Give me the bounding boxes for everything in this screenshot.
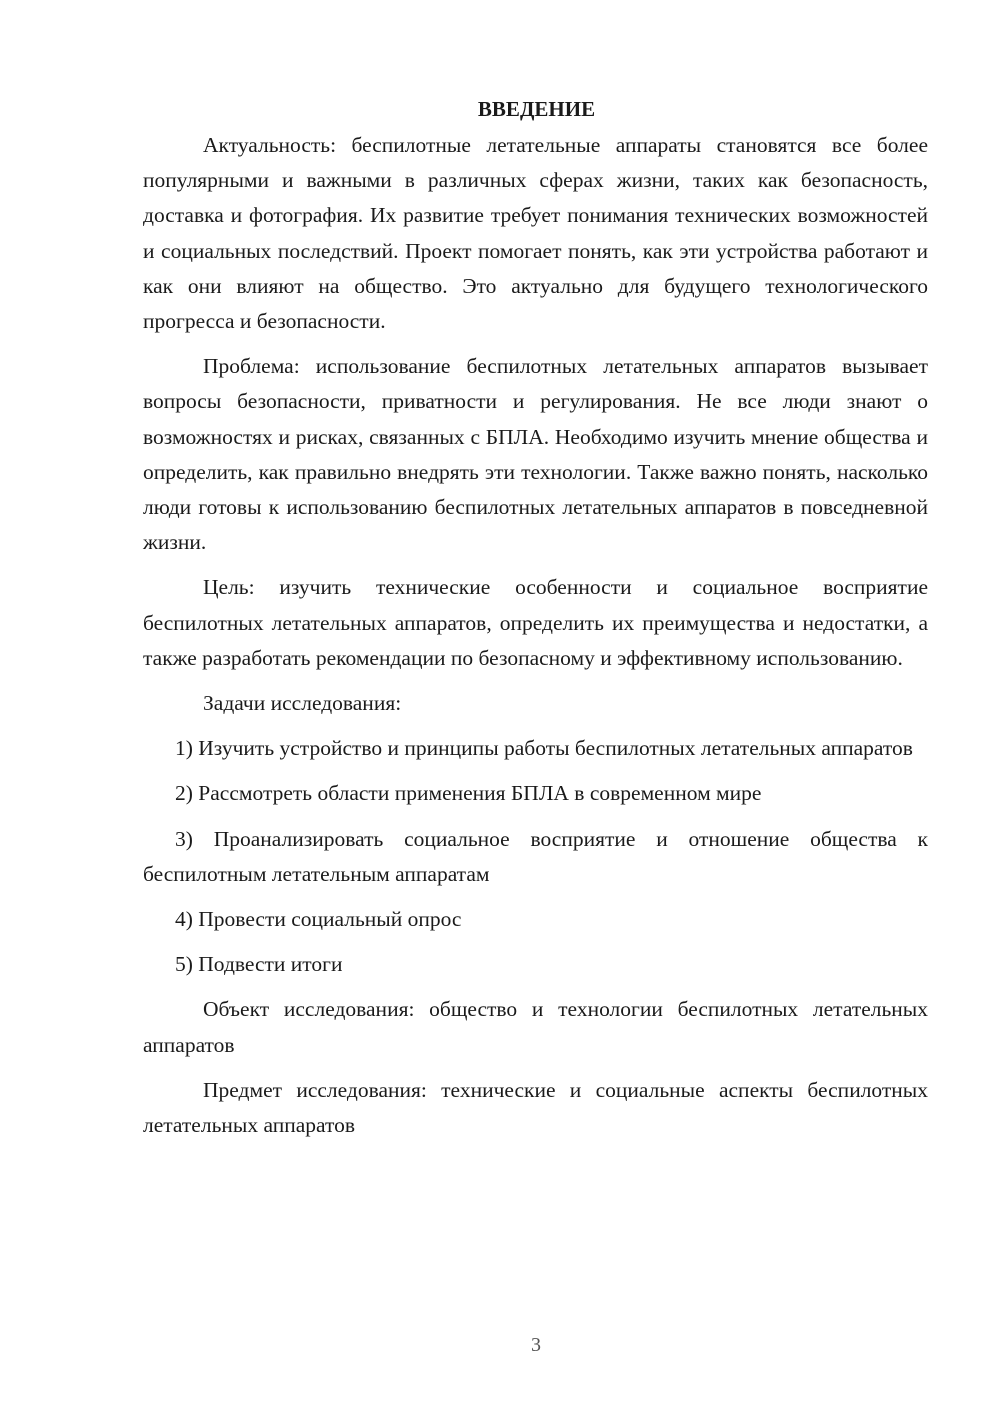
page-number: 3 [531, 1334, 541, 1356]
list-item: 5) Подвести итоги [175, 952, 343, 977]
list-item: 1) Изучить устройство и принципы работы беспилотных летательных аппаратов [175, 736, 913, 761]
page-title: ВВЕДЕНИЕ [477, 97, 596, 121]
list-item: 2) Рассмотреть области применения БПЛА в современном мире [175, 781, 762, 806]
document-page [143, 92, 928, 1153]
list-item: 4) Провести социальный опрос [175, 907, 462, 932]
tasks-list [143, 731, 928, 982]
tasks-heading: Задачи исследования: [203, 691, 402, 716]
paragraph-problem: Проблема: использование беспилотных летательных аппаратов вызывает вопросы безопасности, приватности и регулирования. Не все люди знают о возможностях и рисках, связанных с БПЛА. Необходимо изучить мнение общества и определить, как правильно внедрять эти технологии. Также важно понять, насколько люди готовы к использованию беспилотных летательных аппаратов в повседневной жизни. [143, 354, 928, 555]
paragraph-relevance: Актуальность: беспилотные летательные аппараты становятся все более популярными и важными в различных сферах жизни, таких как безопасность, доставка и фотография. Их развитие требует понимания технических возможностей и социальных последствий. Проект помогает понять, как эти устройства работают и как они влияют на общество. Это актуально для будущего технологического прогресса и безопасности. [143, 133, 928, 334]
paragraph-subject: Предмет исследования: технические и социальные аспекты беспилотных летательных аппаратов [143, 1077, 928, 1138]
paragraph-object: Объект исследования: общество и технологии беспилотных летательных аппаратов [143, 997, 928, 1057]
paragraph-goal: Цель: изучить технические особенности и социальное восприятие беспилотных летательных аппаратов, определить их преимущества и недостатки, а также разработать рекомендации по безопасному и эффективному использованию. [143, 575, 928, 670]
list-item: 3) Проанализировать социальное восприятие и отношение общества к беспилотным летательным аппаратам [143, 826, 928, 886]
